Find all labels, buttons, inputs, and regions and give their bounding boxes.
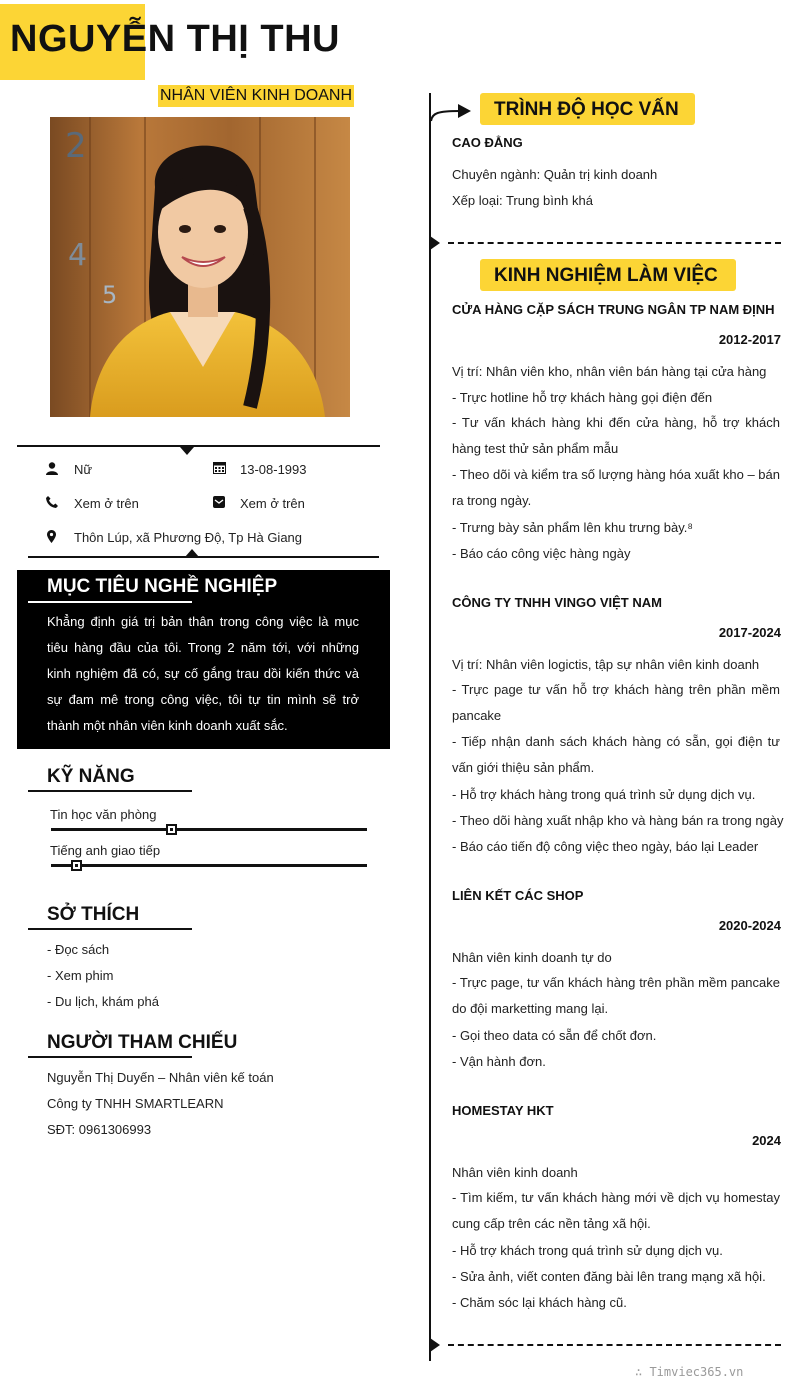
education-title: TRÌNH ĐỘ HỌC VẤN <box>494 99 679 120</box>
job-line: - Trưng bày sản phẩm lên khu trưng bày.⁸ <box>452 520 693 535</box>
email-value: Xem ở trên <box>240 496 305 511</box>
objective-text: Khẳng định giá trị bản thân trong công việc là mục tiêu hàng đầu của tôi. Trong 2 năm tới, với những kinh nghiệm đã có, sự cố gắng trau dồi kiến thức và sự đam mê trong công việc, tôi tự tin mình sẽ trở thành một nhân viên kinh doanh xuất sắc. <box>47 614 359 733</box>
hobby-item: - Đọc sách <box>47 942 110 957</box>
candidate-name: NGUYỄN THỊ THU <box>10 18 340 60</box>
watermark-text: Timviec365.vn <box>649 1365 744 1379</box>
timeline-line <box>429 93 431 1361</box>
job-line: - Theo dõi và kiểm tra số lượng hàng hóa xuất kho – bán ra trong ngày. <box>452 467 780 508</box>
job-line: - Gọi theo data có sẵn để chốt đơn. <box>452 1028 657 1043</box>
experience-title: KINH NGHIỆM LÀM VIỆC <box>494 265 718 286</box>
job-line: - Sửa ảnh, viết conten đăng bài lên trang mạng xã hội. <box>452 1269 766 1284</box>
skill-level-knob <box>71 860 82 871</box>
timeline-arrow-icon <box>430 101 472 128</box>
reference-line: Nguyễn Thị Duyến – Nhân viên kế toán <box>47 1070 274 1085</box>
job-line: - Trực page, tư vấn khách hàng trên phần mềm pancake do đội marketting mang lại. <box>452 975 780 1016</box>
calendar-icon <box>213 461 227 475</box>
skills-title: KỸ NĂNG <box>47 766 135 787</box>
timeline-marker <box>430 1338 440 1352</box>
job-company: CỬA HÀNG CẶP SÁCH TRUNG NGÂN TP NAM ĐỊNH <box>452 302 775 317</box>
job-title: NHÂN VIÊN KINH DOANH <box>158 85 354 107</box>
skill-bar-1 <box>51 864 367 867</box>
section-divider <box>448 1344 781 1346</box>
job-years: 2024 <box>752 1133 781 1148</box>
job-line: - Báo cáo tiến độ công việc theo ngày, báo lại Leader <box>452 839 759 854</box>
skills-title-underline <box>28 790 192 792</box>
email-icon <box>213 495 227 509</box>
map-marker-icon <box>47 530 61 544</box>
job-line: - Vận hành đơn. <box>452 1054 546 1069</box>
job-line: - Báo cáo công việc hàng ngày <box>452 546 631 561</box>
svg-text:5: 5 <box>102 281 118 309</box>
job-line: - Chăm sóc lại khách hàng cũ. <box>452 1295 627 1310</box>
section-divider <box>448 242 781 244</box>
job-years: 2012-2017 <box>718 332 781 347</box>
job-line: - Trực page tư vấn hỗ trợ khách hàng trên phần mềm pancake <box>452 682 780 723</box>
skill-label: Tin học văn phòng <box>50 807 157 822</box>
objective-title-underline <box>28 601 192 603</box>
hobbies-title-underline <box>28 928 192 930</box>
references-title: NGƯỜI THAM CHIẾU <box>47 1032 238 1053</box>
job-line: - Hỗ trợ khách trong quá trình sử dụng dịch vụ. <box>452 1243 723 1258</box>
job-line: - Trực hotline hỗ trợ khách hàng gọi điện đến <box>452 390 713 405</box>
phone-icon <box>46 495 60 509</box>
contact-top-marker <box>180 447 194 455</box>
contact-top-divider <box>17 445 380 447</box>
job-line: Vị trí: Nhân viên logictis, tập sự nhân viên kinh doanh <box>452 657 760 672</box>
skill-level-knob <box>166 824 177 835</box>
references-title-underline <box>28 1056 192 1058</box>
education-grade: Xếp loại: Trung bình khá <box>452 193 593 208</box>
reference-line: SĐT: 0961306993 <box>47 1122 152 1137</box>
job-line: - Tiếp nhận danh sách khách hàng có sẵn, gọi điện tư vấn giới thiệu sản phẩm. <box>452 734 780 775</box>
job-line: Vị trí: Nhân viên kho, nhân viên bán hàng tại cửa hàng <box>452 364 767 379</box>
job-line: - Theo dõi hàng xuất nhập kho và hàng bán ra trong ngày <box>452 813 784 828</box>
skill-bar-0 <box>51 828 367 831</box>
education-level: CAO ĐẲNG <box>452 135 523 150</box>
phone-value: Xem ở trên <box>74 496 139 511</box>
hobby-item: - Du lịch, khám phá <box>47 994 159 1009</box>
skill-label: Tiếng anh giao tiếp <box>50 843 161 858</box>
timeline-marker <box>430 236 440 250</box>
contact-bottom-divider <box>28 556 379 558</box>
job-line: Nhân viên kinh doanh <box>452 1165 578 1180</box>
reference-line: Công ty TNHH SMARTLEARN <box>47 1096 224 1111</box>
user-icon <box>46 462 60 476</box>
svg-text:2: 2 <box>65 126 87 166</box>
job-line: - Tư vấn khách hàng khi đến cửa hàng, hỗ trợ khách hàng test thử sản phẩm mẫu <box>452 415 780 456</box>
job-line: Nhân viên kinh doanh tự do <box>452 950 612 965</box>
job-line: - Tìm kiếm, tư vấn khách hàng mới về dịch vụ homestay cung cấp trên các nền tảng xã hội. <box>452 1190 780 1231</box>
gender-value: Nữ <box>74 462 93 477</box>
birthday-value: 13-08-1993 <box>240 462 307 477</box>
watermark: ∴ Timviec365.vn <box>635 1365 744 1379</box>
job-years: 2020-2024 <box>718 918 781 933</box>
svg-text:4: 4 <box>68 238 88 273</box>
hobby-item: - Xem phim <box>47 968 114 983</box>
job-years: 2017-2024 <box>718 625 781 640</box>
hobbies-title: SỞ THÍCH <box>47 904 140 925</box>
job-company: HOMESTAY HKT <box>452 1103 554 1118</box>
job-line: - Hỗ trợ khách hàng trong quá trình sử dụng dịch vụ. <box>452 787 756 802</box>
objective-title: MỤC TIÊU NGHỀ NGHIỆP <box>47 576 278 597</box>
address-value: Thôn Lúp, xã Phương Độ, Tp Hà Giang <box>74 530 303 545</box>
education-major: Chuyên ngành: Quản trị kinh doanh <box>452 167 658 182</box>
profile-photo <box>50 117 350 417</box>
job-company: LIÊN KẾT CÁC SHOP <box>452 888 584 903</box>
job-company: CÔNG TY TNHH VINGO VIỆT NAM <box>452 595 662 610</box>
